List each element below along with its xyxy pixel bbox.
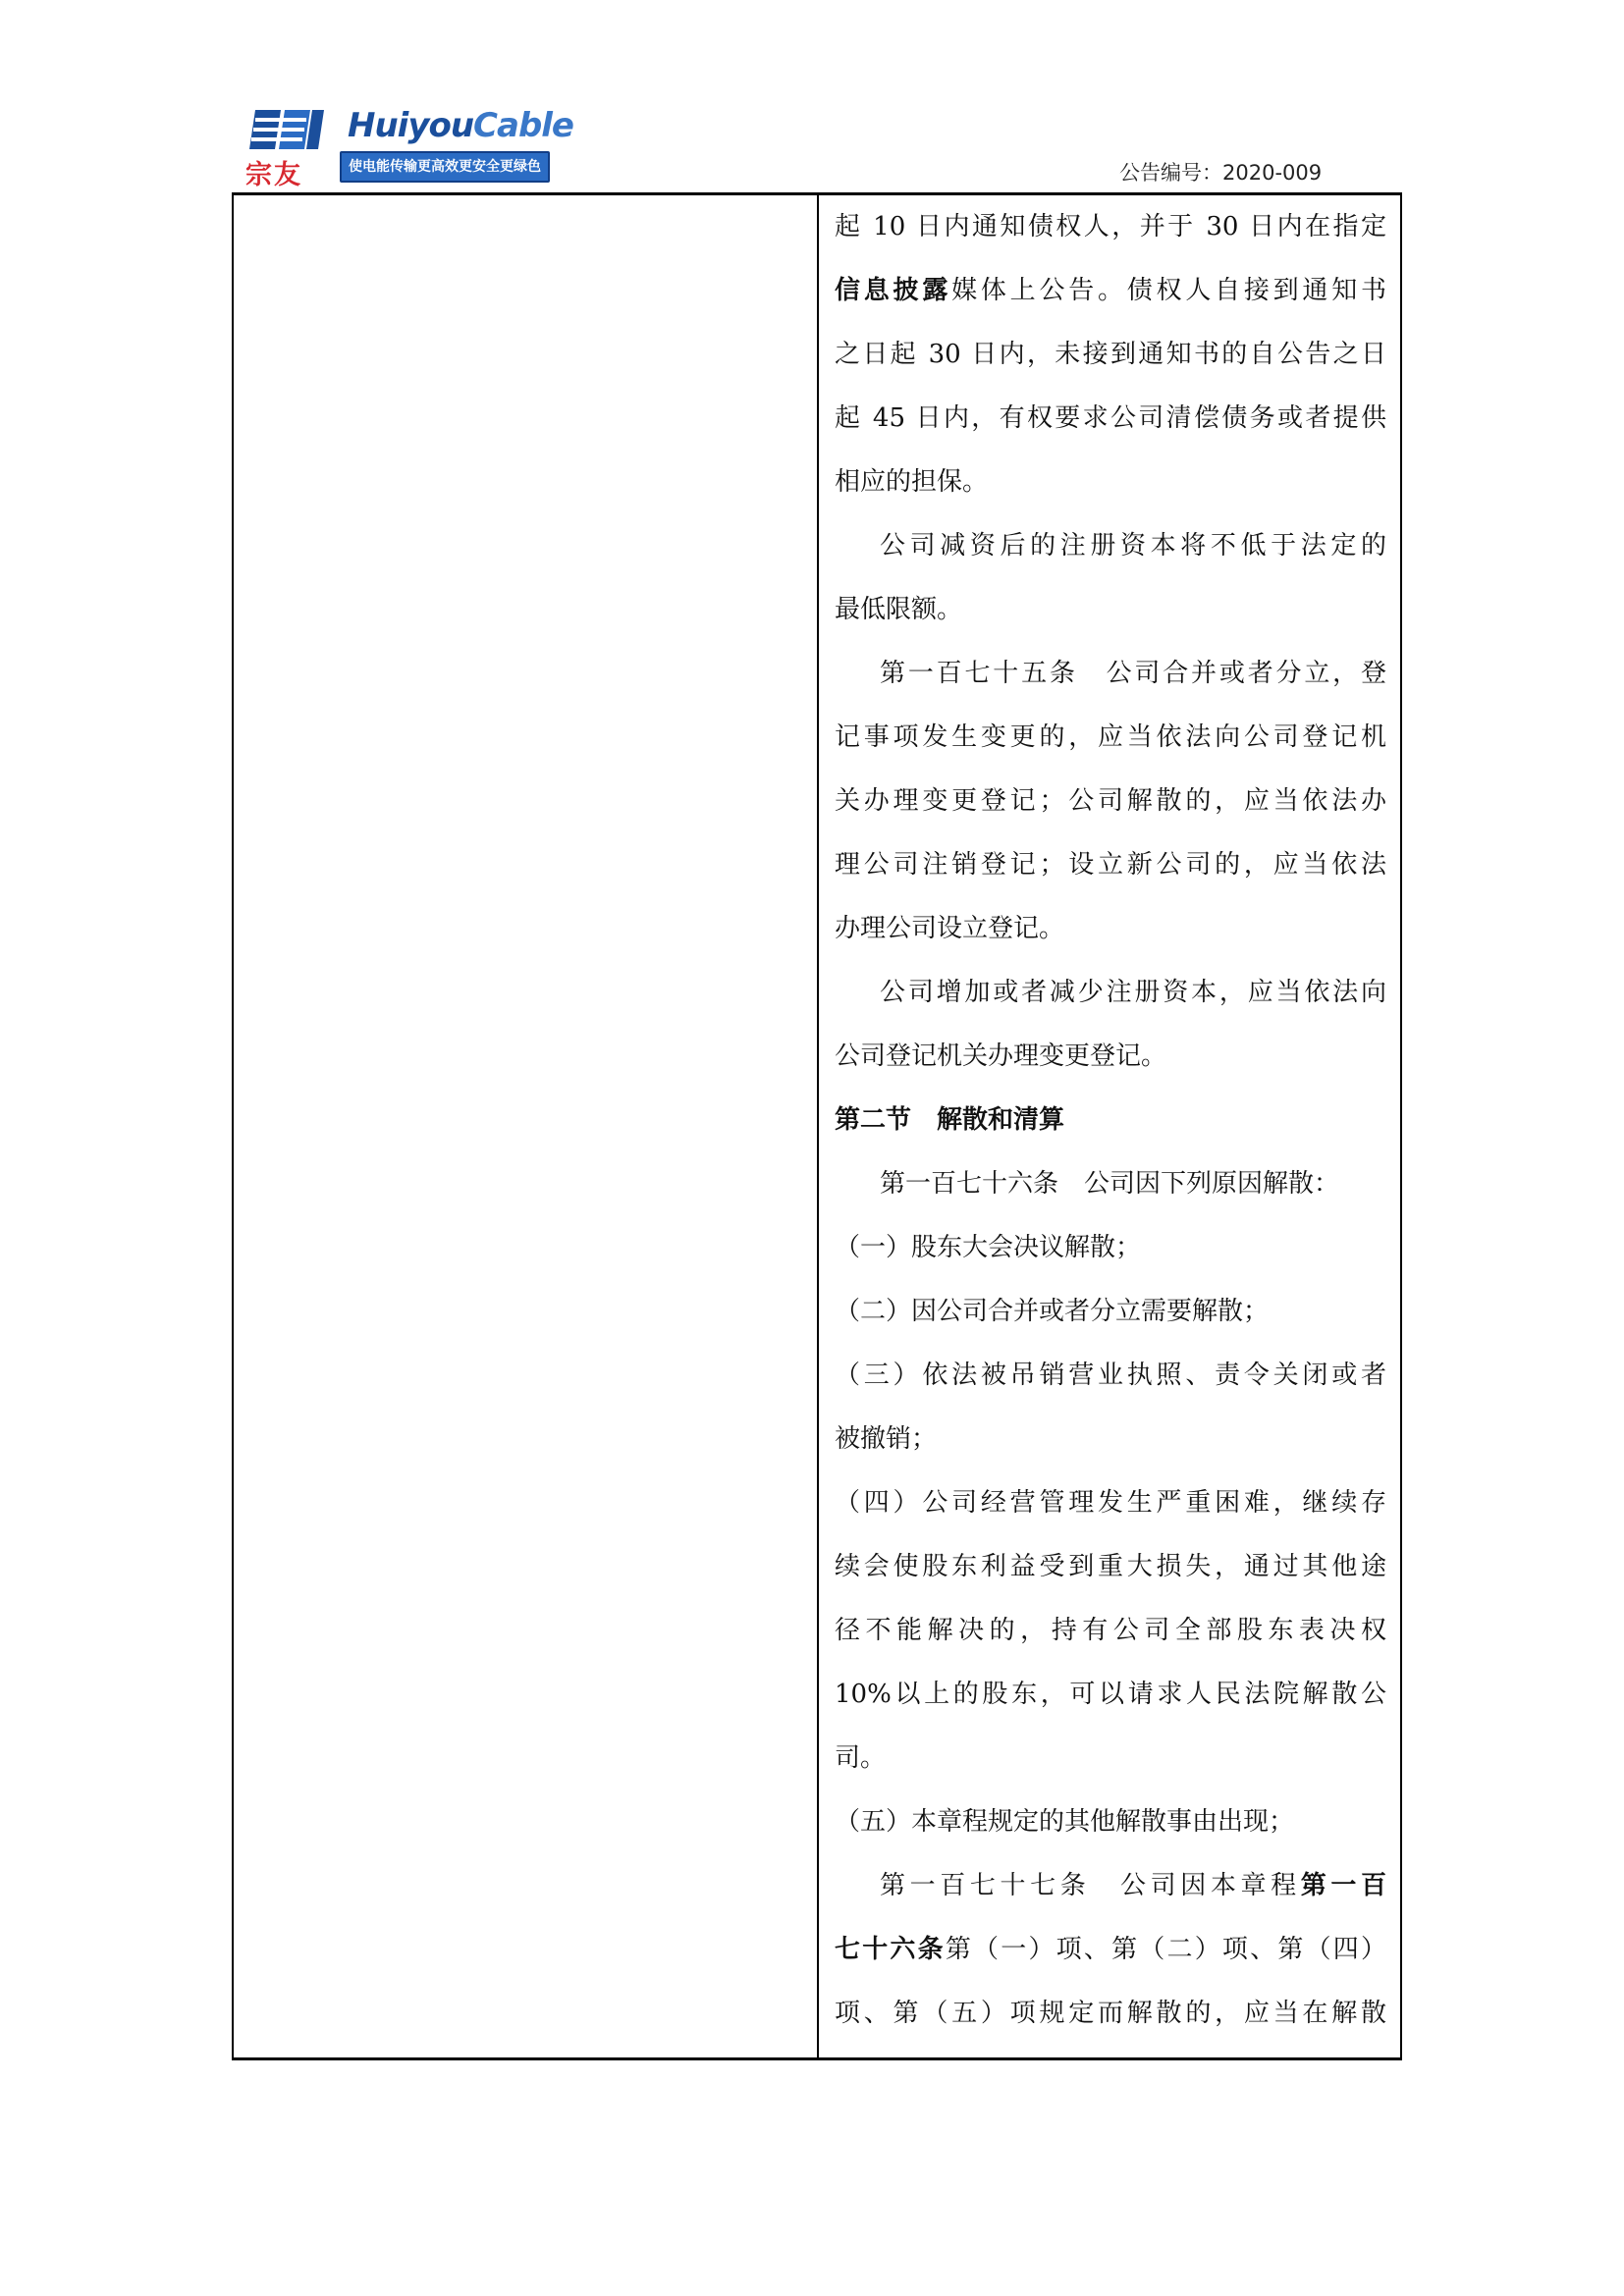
company-logo bbox=[242, 106, 573, 190]
paragraph-line: 第一百七十五条 公司合并或者分立，登 bbox=[880, 659, 1386, 688]
bold-text: 七十六条 bbox=[835, 1935, 946, 1964]
bold-text: 信息披露 bbox=[835, 276, 952, 305]
paragraph-line bbox=[835, 1918, 1386, 1982]
right-column-text bbox=[835, 195, 1386, 2046]
paragraph-line: 起 45 日内，有权要求公司清偿债务或者提供 bbox=[835, 403, 1386, 433]
bold-text: 第一百 bbox=[1300, 1871, 1386, 1900]
paragraph-line: 公司减资后的注册资本将不低于法定的 bbox=[880, 531, 1386, 561]
logo-brand-text bbox=[348, 106, 573, 145]
list-item: （一）股东大会决议解散； bbox=[835, 1233, 1142, 1262]
paragraph-line: 关办理变更登记；公司解散的，应当依法办 bbox=[835, 786, 1386, 816]
paragraph-line: 起 10 日内通知债权人，并于 30 日内在指定 bbox=[835, 212, 1386, 241]
paragraph-text: 第一百七十七条 公司因本章程 bbox=[880, 1871, 1301, 1900]
section-title: 第二节 解散和清算 bbox=[835, 1105, 1065, 1135]
logo-slogan: 使电能传输更高效更安全更绿色 bbox=[340, 151, 550, 183]
logo-brand-part1: Huiyou bbox=[348, 106, 474, 145]
list-item: （二）因公司合并或者分立需要解散； bbox=[835, 1297, 1270, 1326]
paragraph-line: 相应的担保。 bbox=[835, 467, 989, 497]
column-divider bbox=[817, 195, 819, 2057]
notice-number: 公告编号：2020-009 bbox=[1119, 161, 1323, 185]
paragraph-line: 第一百七十六条 公司因下列原因解散： bbox=[880, 1169, 1340, 1199]
list-item: （四）公司经营管理发生严重困难，继续存 bbox=[835, 1488, 1386, 1518]
list-item: （三）依法被吊销营业执照、责令关闭或者 bbox=[835, 1361, 1386, 1390]
paragraph-text: 媒体上公告。债权人自接到通知书 bbox=[951, 276, 1386, 305]
paragraph-line bbox=[835, 259, 1386, 323]
list-item: 被撤销； bbox=[835, 1424, 938, 1454]
logo-chinese-name: 宗友 bbox=[245, 160, 302, 190]
list-item: 司。 bbox=[835, 1743, 887, 1773]
paragraph-line: 理公司注销登记；设立新公司的，应当依法 bbox=[835, 850, 1386, 880]
paragraph-line bbox=[835, 1854, 1386, 1918]
comparison-table bbox=[232, 195, 1402, 2060]
logo-mark-icon bbox=[242, 106, 340, 153]
paragraph-line: 记事项发生变更的，应当依法向公司登记机 bbox=[835, 722, 1386, 752]
paragraph-text: 第（一）项、第（二）项、第（四） bbox=[945, 1935, 1386, 1964]
paragraph-line: 项、第（五）项规定而解散的，应当在解散 bbox=[835, 1999, 1386, 2028]
list-item: 10%以上的股东，可以请求人民法院解散公 bbox=[835, 1680, 1386, 1709]
paragraph-line: 之日起 30 日内，未接到通知书的自公告之日 bbox=[835, 340, 1386, 369]
paragraph-line: 办理公司设立登记。 bbox=[835, 914, 1065, 943]
logo-brand-part2: Cable bbox=[473, 106, 573, 145]
list-item: （五）本章程规定的其他解散事由出现； bbox=[835, 1807, 1295, 1837]
list-item: 续会使股东利益受到重大损失，通过其他途 bbox=[835, 1552, 1386, 1581]
list-item: 径不能解决的，持有公司全部股东表决权 bbox=[835, 1616, 1386, 1645]
paragraph-line: 公司增加或者减少注册资本，应当依法向 bbox=[880, 978, 1386, 1007]
paragraph-line: 最低限额。 bbox=[835, 595, 963, 624]
paragraph-line: 公司登记机关办理变更登记。 bbox=[835, 1041, 1167, 1071]
